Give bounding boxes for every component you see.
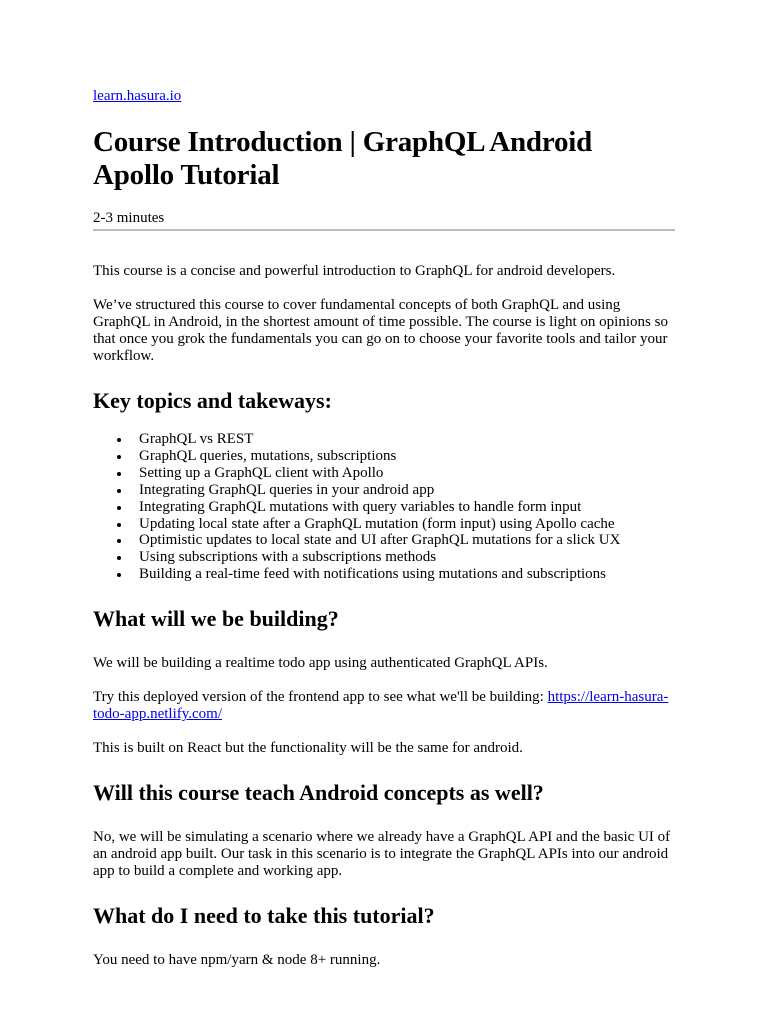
list-item: Optimistic updates to local state and UI after GraphQL mutations for a slick UX: [139, 532, 675, 549]
key-topics-list: [93, 431, 675, 583]
list-item: Using subscriptions with a subscriptions methods: [139, 549, 675, 566]
deployed-app-text: Try this deployed version of the frontend app to see what we'll be building:: [93, 689, 548, 706]
list-item: GraphQL queries, mutations, subscriptions: [139, 448, 675, 465]
requirements-heading: What do I need to take this tutorial?: [93, 903, 435, 929]
list-item: Setting up a GraphQL client with Apollo: [139, 465, 675, 482]
article: [93, 86, 675, 969]
page-title: Course Introduction | GraphQL Android Apollo Tutorial: [93, 126, 593, 191]
deployed-app-paragraph: [93, 689, 675, 723]
react-note-paragraph: This is built on React but the functionality will be the same for android.: [93, 740, 523, 757]
list-item: Integrating GraphQL queries in your android app: [139, 482, 675, 499]
reading-time: 2-3 minutes: [93, 209, 675, 231]
requirements-paragraph: You need to have npm/yarn & node 8+ running.: [93, 952, 381, 969]
android-concepts-heading: Will this course teach Android concepts as well?: [93, 780, 544, 806]
building-paragraph: We will be building a realtime todo app using authenticated GraphQL APIs.: [93, 655, 548, 672]
list-item: Updating local state after a GraphQL mutation (form input) using Apollo cache: [139, 516, 675, 533]
list-item: GraphQL vs REST: [139, 431, 675, 448]
key-topics-heading: Key topics and takeways:: [93, 388, 332, 413]
intro-paragraph: This course is a concise and powerful introduction to GraphQL for android developers.: [93, 263, 616, 279]
list-item: Building a real-time feed with notifications using mutations and subscriptions: [139, 566, 675, 583]
structured-paragraph: We’ve structured this course to cover fundamental concepts of both GraphQL and using GraphQL in Android, in the shortest amount of time possible. The course is light on opinions so that once you grok the fundamentals you can go on to choose your favorite tools and tailor your workflow.: [93, 297, 668, 364]
deployed-app-link[interactable]: https://learn-hasura-todo-app.netlify.com/: [93, 689, 669, 723]
building-heading: What will we be building?: [93, 606, 339, 632]
android-concepts-paragraph: No, we will be simulating a scenario where we already have a GraphQL API and the basic UI of an android app built. Our task in this scenario is to integrate the GraphQL APIs into our android app to build a complete and working app.: [93, 829, 671, 880]
source-link[interactable]: learn.hasura.io: [93, 88, 182, 104]
list-item: Integrating GraphQL mutations with query variables to handle form input: [139, 499, 675, 516]
